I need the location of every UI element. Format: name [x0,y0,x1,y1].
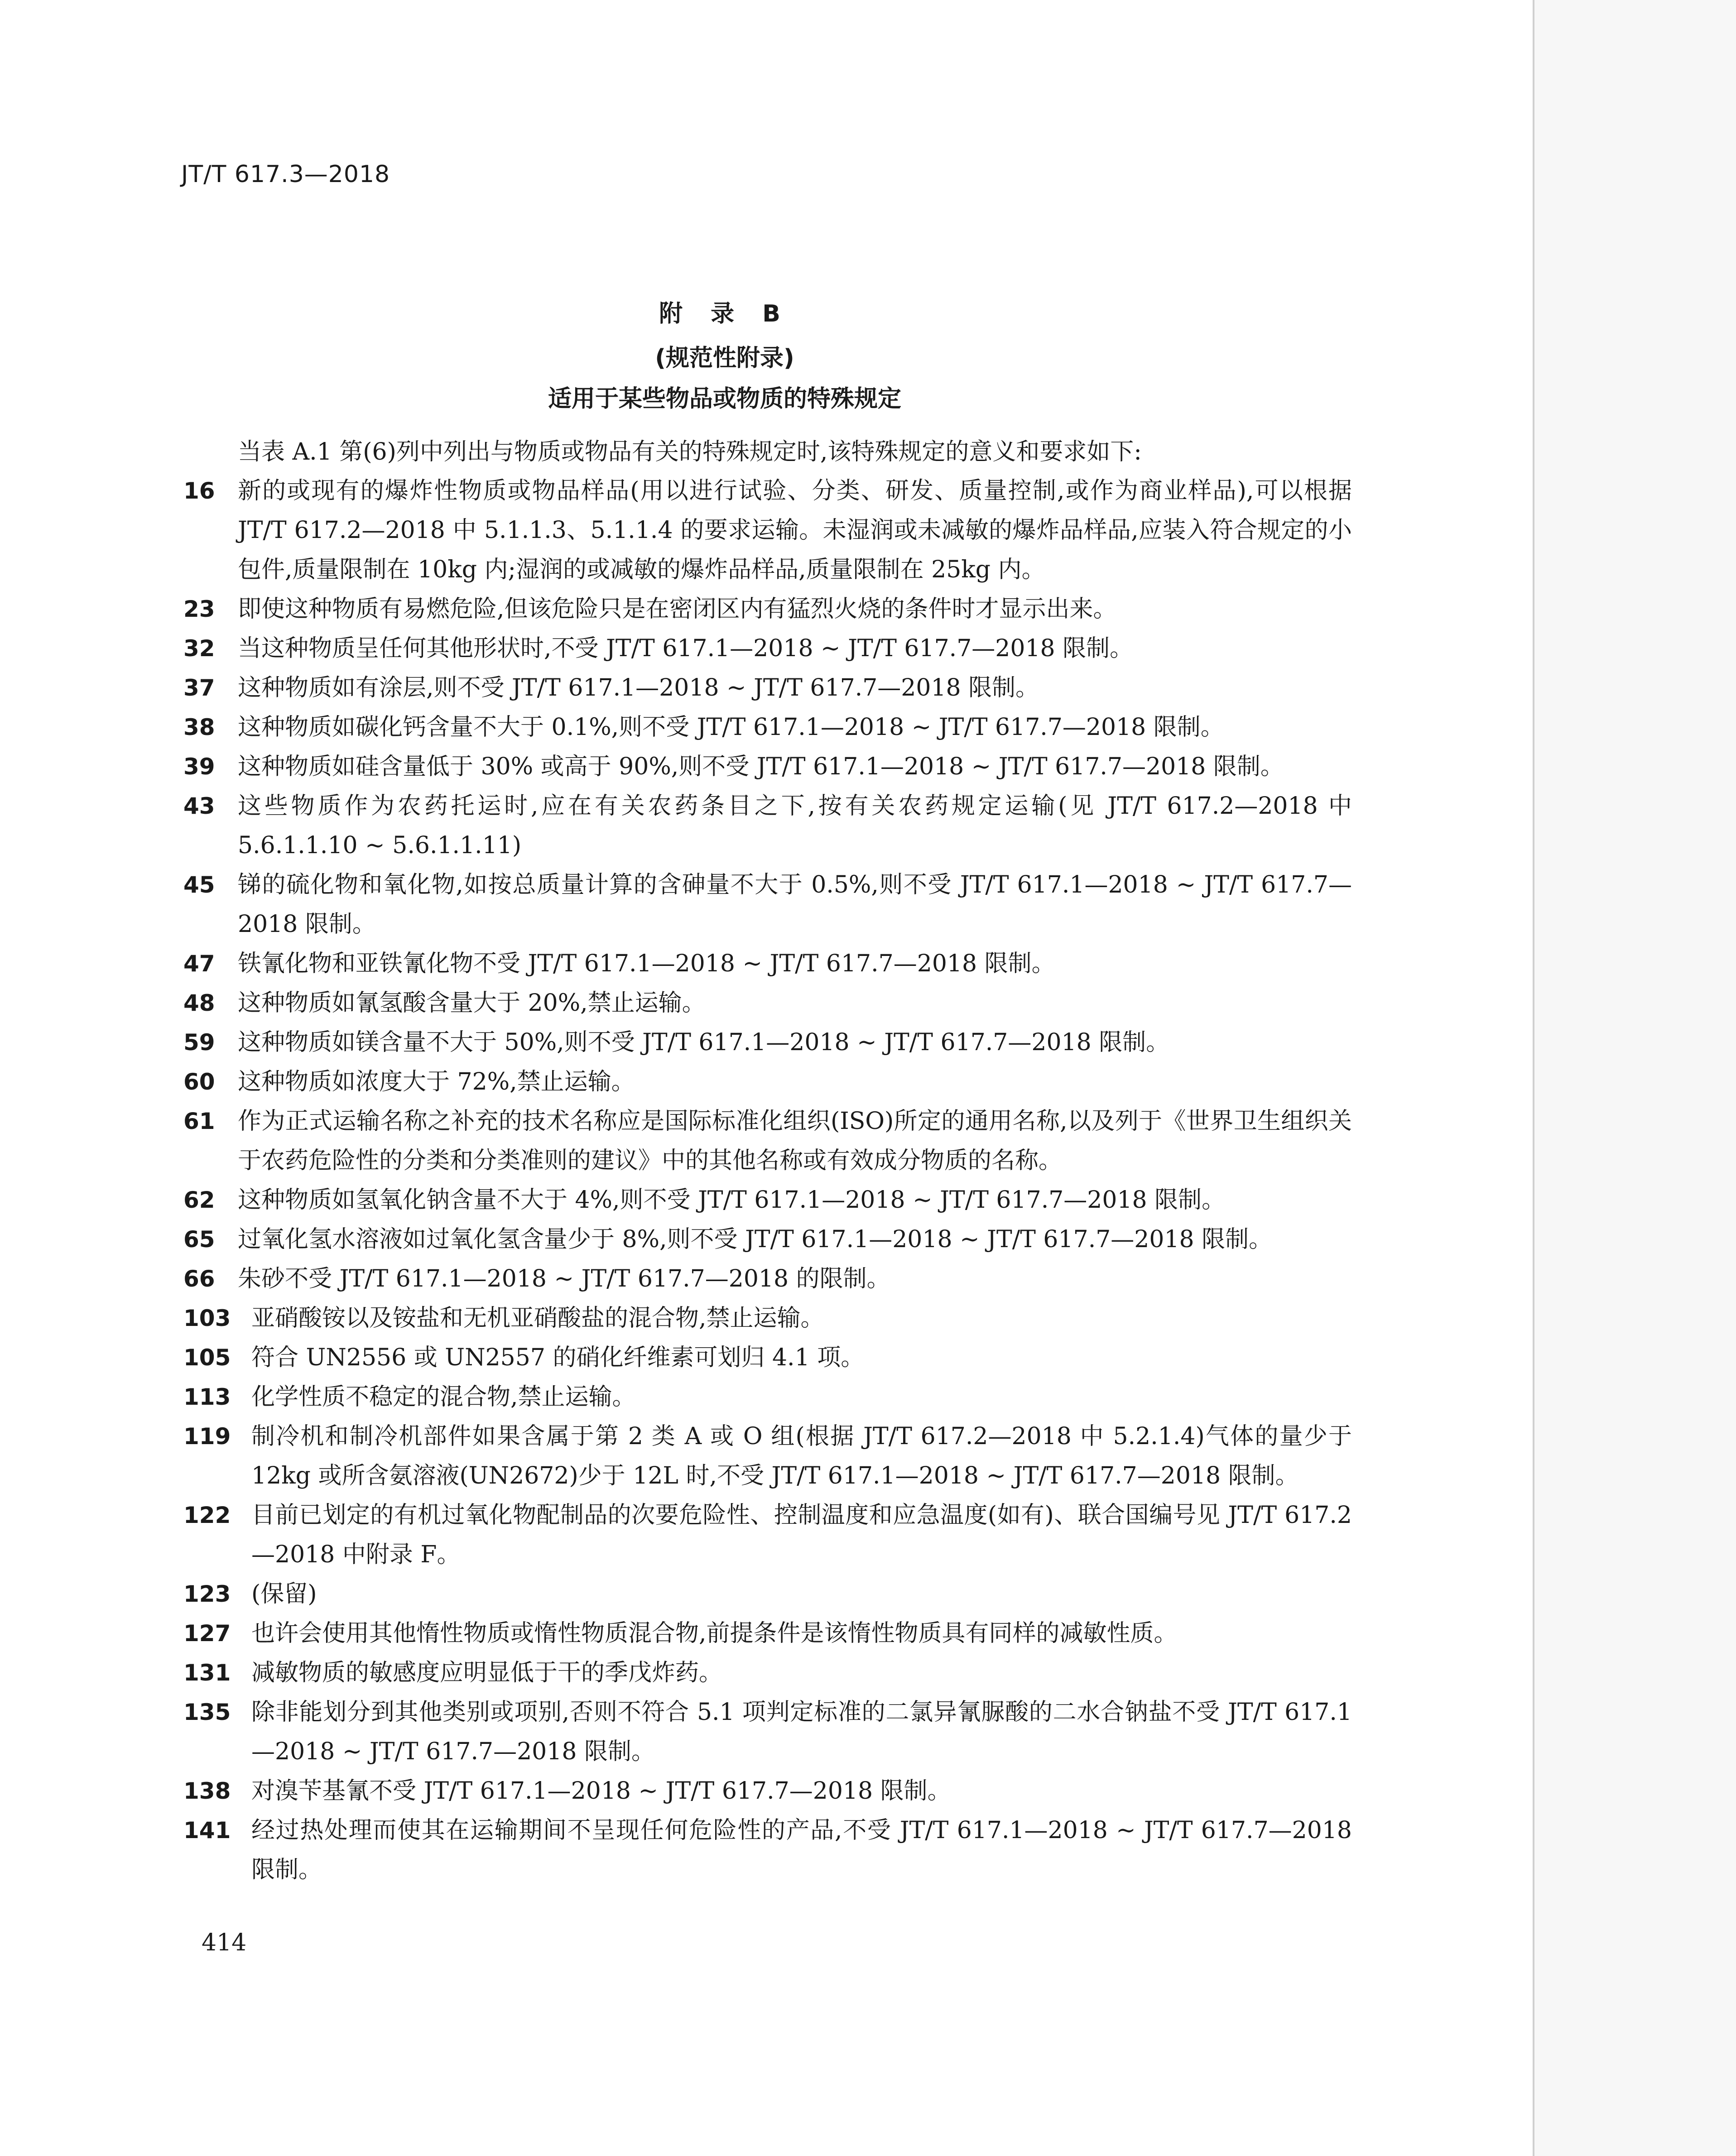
special-provision-item [183,1772,1352,1811]
provision-text: 这种物质如硅含量低于 30% 或高于 90%,则不受 JT/T 617.1—2018 ~ JT/T 617.7—2018 限制。 [238,753,1284,780]
provision-number: 141 [183,1817,231,1844]
provision-number: 47 [183,951,215,977]
special-provision-item [183,708,1352,747]
provision-text: 制冷机和制冷机部件如果含属于第 2 类 A 或 O 组(根据 JT/T 617.2—2018 中 5.2.1.4)气体的量少于 12kg 或所含氨溶液(UN2672)少于 12L 时,不受 JT/T 617.1—2018 ~ JT/T 617.7—2018 限制。 [251,1423,1352,1489]
special-provision-item [183,984,1352,1023]
special-provision-item [183,1496,1352,1575]
special-provision-item [183,590,1352,629]
annex-subject: 适用于某些物品或物质的特殊规定 [548,385,901,413]
provision-text: 这些物质作为农药托运时,应在有关农药条目之下,按有关农药规定运输(见 JT/T 617.2—2018 中 5.6.1.1.10 ~ 5.6.1.1.11) [238,792,1352,859]
special-provision-item [183,1181,1352,1220]
special-provision-item [183,1693,1352,1772]
provision-number: 62 [183,1187,215,1213]
provision-number: 59 [183,1029,215,1056]
provision-number: 122 [183,1502,231,1528]
provision-text: 经过热处理而使其在运输期间不呈现任何危险性的产品,不受 JT/T 617.1—2018 ~ JT/T 617.7—2018 限制。 [251,1817,1352,1883]
special-provision-item [183,1378,1352,1417]
provision-text: 过氧化氢水溶液如过氧化氢含量少于 8%,则不受 JT/T 617.1—2018 ~ JT/T 617.7—2018 限制。 [238,1226,1273,1253]
provision-number: 135 [183,1699,231,1725]
special-provision-item [183,1614,1352,1653]
provision-number: 66 [183,1266,215,1292]
provision-number: 113 [183,1384,231,1410]
special-provision-item [183,1417,1352,1496]
provision-text: 也许会使用其他惰性物质或惰性物质混合物,前提条件是该惰性物质具有同样的减敏性质。 [251,1620,1178,1647]
special-provisions-list [183,471,1352,1890]
provision-number: 39 [183,754,215,780]
special-provision-item [183,1811,1352,1890]
provision-text: 亚硝酸铵以及铵盐和无机亚硝酸盐的混合物,禁止运输。 [251,1305,824,1332]
annex-title: 附 录 B [659,300,790,327]
special-provision-item [183,787,1352,865]
special-provision-item [183,1062,1352,1102]
provision-text: 这种物质如镁含量不大于 50%,则不受 JT/T 617.1—2018 ~ JT/T 617.7—2018 限制。 [238,1029,1170,1056]
provision-number: 131 [183,1660,231,1686]
special-provision-item [183,1653,1352,1693]
provision-text: 目前已划定的有机过氧化物配制品的次要危险性、控制温度和应急温度(如有)、联合国编号见 JT/T 617.2—2018 中附录 F。 [251,1502,1352,1568]
provision-number: 138 [183,1778,231,1804]
provision-number: 37 [183,675,215,701]
provision-number: 43 [183,793,215,819]
special-provision-item [183,629,1352,668]
provision-number: 60 [183,1069,215,1095]
special-provision-item [183,747,1352,787]
provision-text: 锑的硫化物和氧化物,如按总质量计算的含砷量不大于 0.5%,则不受 JT/T 617.1—2018 ~ JT/T 617.7—2018 限制。 [238,871,1352,938]
provision-number: 23 [183,596,215,622]
provision-text: 这种物质如氰氢酸含量大于 20%,禁止运输。 [238,989,706,1017]
special-provision-item [183,865,1352,944]
provision-text: 这种物质如浓度大于 72%,禁止运输。 [238,1068,635,1095]
special-provision-item [183,1102,1352,1181]
special-provision-item [183,668,1352,708]
provision-text: (保留) [251,1580,317,1608]
provision-number: 103 [183,1305,231,1331]
provision-text: 即使这种物质有易燃危险,但该危险只是在密闭区内有猛烈火烧的条件时才显示出来。 [238,595,1117,623]
page-edge-shade [1534,0,1736,2156]
special-provision-item [183,1259,1352,1299]
standard-code-header: JT/T 617.3—2018 [181,161,390,188]
special-provision-item [183,1575,1352,1614]
provision-number: 119 [183,1423,231,1450]
special-provision-item [183,471,1352,590]
special-provision-item [183,1220,1352,1259]
provision-text: 这种物质如有涂层,则不受 JT/T 617.1—2018 ~ JT/T 617.7—2018 限制。 [238,674,1039,701]
provision-number: 127 [183,1620,231,1647]
provision-text: 符合 UN2556 或 UN2557 的硝化纤维素可划归 4.1 项。 [251,1344,865,1371]
provision-text: 铁氰化物和亚铁氰化物不受 JT/T 617.1—2018 ~ JT/T 617.7—2018 限制。 [238,950,1055,977]
provision-text: 作为正式运输名称之补充的技术名称应是国际标准化组织(ISO)所定的通用名称,以及列于《世界卫生组织关于农药危险性的分类和分类准则的建议》中的其他名称或有效成分物质的名称。 [238,1108,1352,1174]
special-provision-item [183,1023,1352,1062]
provision-number: 105 [183,1344,231,1371]
provision-number: 38 [183,714,215,740]
provision-number: 45 [183,872,215,898]
intro-paragraph: 当表 A.1 第(6)列中列出与物质或物品有关的特殊规定时,该特殊规定的意义和要求如下: [238,438,1142,466]
special-provision-item [183,1299,1352,1338]
provision-text: 当这种物质呈任何其他形状时,不受 JT/T 617.1—2018 ~ JT/T 617.7—2018 限制。 [238,635,1134,662]
page-edge-line [1533,0,1534,2156]
provision-text: 减敏物质的敏感度应明显低于干的季戊炸药。 [251,1659,723,1686]
special-provision-item [183,944,1352,984]
provision-text: 这种物质如碳化钙含量不大于 0.1%,则不受 JT/T 617.1—2018 ~ JT/T 617.7—2018 限制。 [238,714,1224,741]
provision-number: 16 [183,478,215,504]
provision-text: 这种物质如氢氧化钠含量不大于 4%,则不受 JT/T 617.1—2018 ~ JT/T 617.7—2018 限制。 [238,1186,1226,1214]
provision-number: 123 [183,1581,231,1607]
provision-text: 对溴苄基氰不受 JT/T 617.1—2018 ~ JT/T 617.7—2018 限制。 [251,1777,951,1805]
page-number: 414 [202,1929,247,1956]
provision-text: 新的或现有的爆炸性物质或物品样品(用以进行试验、分类、研发、质量控制,或作为商业样品),可以根据 JT/T 617.2—2018 中 5.1.1.3、5.1.1.4 的要求运输。未湿润或未减敏的爆炸品样品,应装入符合规定的小包件,质量限制在 10kg 内;湿润的或减敏的爆炸品样品,质量限制在 25kg 内。 [238,477,1352,583]
provision-number: 48 [183,990,215,1016]
provision-number: 61 [183,1108,215,1134]
provision-text: 朱砂不受 JT/T 617.1—2018 ~ JT/T 617.7—2018 的限制。 [238,1265,890,1292]
annex-type: (规范性附录) [655,345,794,372]
provision-number: 32 [183,635,215,662]
provision-text: 除非能划分到其他类别或项别,否则不符合 5.1 项判定标准的二氯异氰脲酸的二水合钠盐不受 JT/T 617.1—2018 ~ JT/T 617.7—2018 限制。 [251,1699,1352,1765]
provision-text: 化学性质不稳定的混合物,禁止运输。 [251,1383,636,1411]
provision-number: 65 [183,1226,215,1253]
special-provision-item [183,1338,1352,1378]
